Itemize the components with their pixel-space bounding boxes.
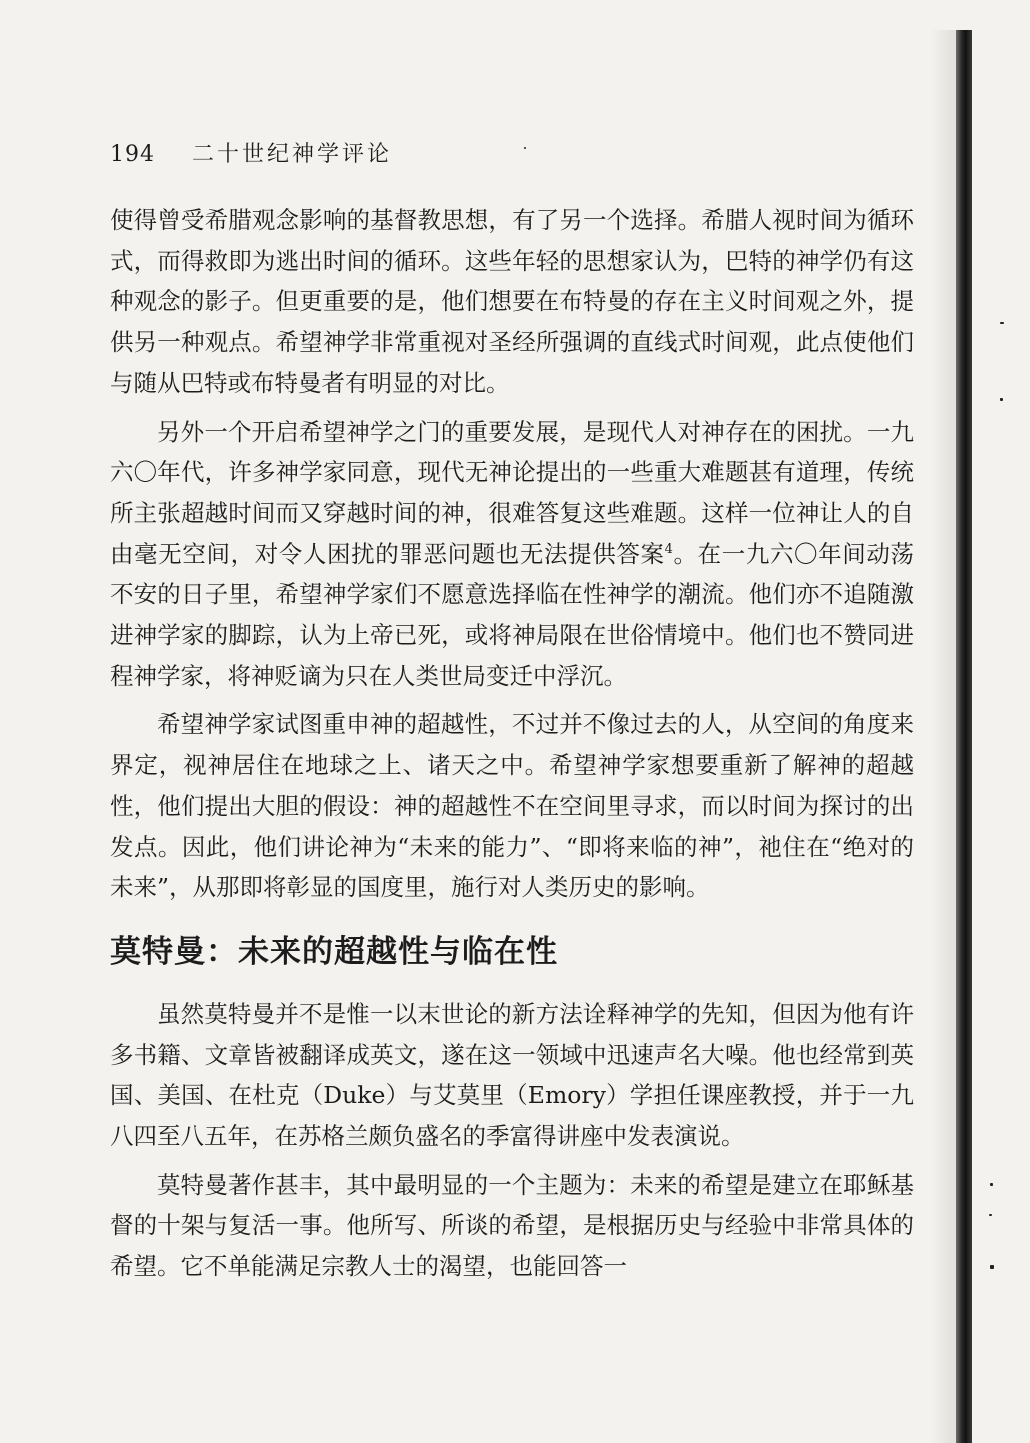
scan-speck	[990, 1183, 993, 1186]
paragraph: 虽然莫特曼并不是惟一以末世论的新方法诠释神学的先知，但因为他有许多书籍、文章皆被翻译成英文，遂在这一领域中迅速声名大噪。他也经常到英国、美国、在杜克（Duke）与艾莫里（Emory）学担任课座教授，并于一九八四至八五年，在苏格兰颇负盛名的季富得讲座中发表演说。	[110, 999, 914, 1151]
scan-speck	[989, 1214, 992, 1216]
page-number: 194	[110, 142, 155, 167]
paragraph-text: 另外一个开启希望神学之门的重要发展，是现代人对神存在的困扰。一九六〇年代，许多神学家同意，现代无神论提出的一些重大难题甚有道理，传统所主张超越时间而又穿越时间的神，很难答复这些难题。这样一位神让人的自由毫无空间，对令人困扰的罪恶问题也无法提供答案	[110, 417, 914, 568]
scan-speck	[1000, 398, 1003, 401]
paragraph	[110, 412, 914, 697]
binding-shadow	[930, 30, 956, 1443]
scan-speck	[524, 147, 526, 149]
paragraph: 使得曾受希腊观念影响的基督教思想，有了另一个选择。希腊人视时间为循环式，而得救即为逃出时间的循环。这些年轻的思想家认为，巴特的神学仍有这种观念的影子。但更重要的是，他们想要在布特曼的存在主义时间观之外，提供另一种观点。希望神学非常重视对圣经所强调的直线式时间观，此点使他们与随从巴特或布特曼者有明显的对比。	[110, 206, 914, 397]
footnote-marker: 4	[664, 541, 673, 557]
book-spine-edge	[956, 30, 972, 1443]
scan-speck	[990, 1265, 994, 1269]
scan-speck	[1000, 322, 1004, 324]
running-header	[110, 138, 392, 172]
book-title: 二十世纪神学评论	[192, 142, 393, 167]
paragraph: 莫特曼著作甚丰，其中最明显的一个主题为：未来的希望是建立在耶稣基督的十架与复活一事。他所写、所谈的希望，是根据历史与经验中非常具体的希望。它不单能满足宗教人士的渴望，也能回答一	[110, 1170, 914, 1281]
paragraph-text: 。在一九六〇年间动荡不安的日子里，希望神学家们不愿意选择临在性神学的潮流。他们亦不追随激进神学家的脚踪，认为上帝已死，或将神局限在世俗情境中。他们也不赞同进程神学家，将神贬谪为只在人类世局变迁中浮沉。	[110, 539, 915, 690]
section-heading: 莫特曼：未来的超越性与临在性	[110, 933, 558, 970]
paragraph: 希望神学家试图重申神的超越性，不过并不像过去的人，从空间的角度来界定，视神居住在地球之上、诸天之中。希望神学家想要重新了解神的超越性，他们提出大胆的假设：神的超越性不在空间里寻求，而以时间为探讨的出发点。因此，他们讲论神为“未来的能力”、“即将来临的神”，祂住在“绝对的未来”，从那即将彰显的国度里，施行对人类历史的影响。	[110, 710, 914, 902]
body-text	[110, 200, 914, 1287]
